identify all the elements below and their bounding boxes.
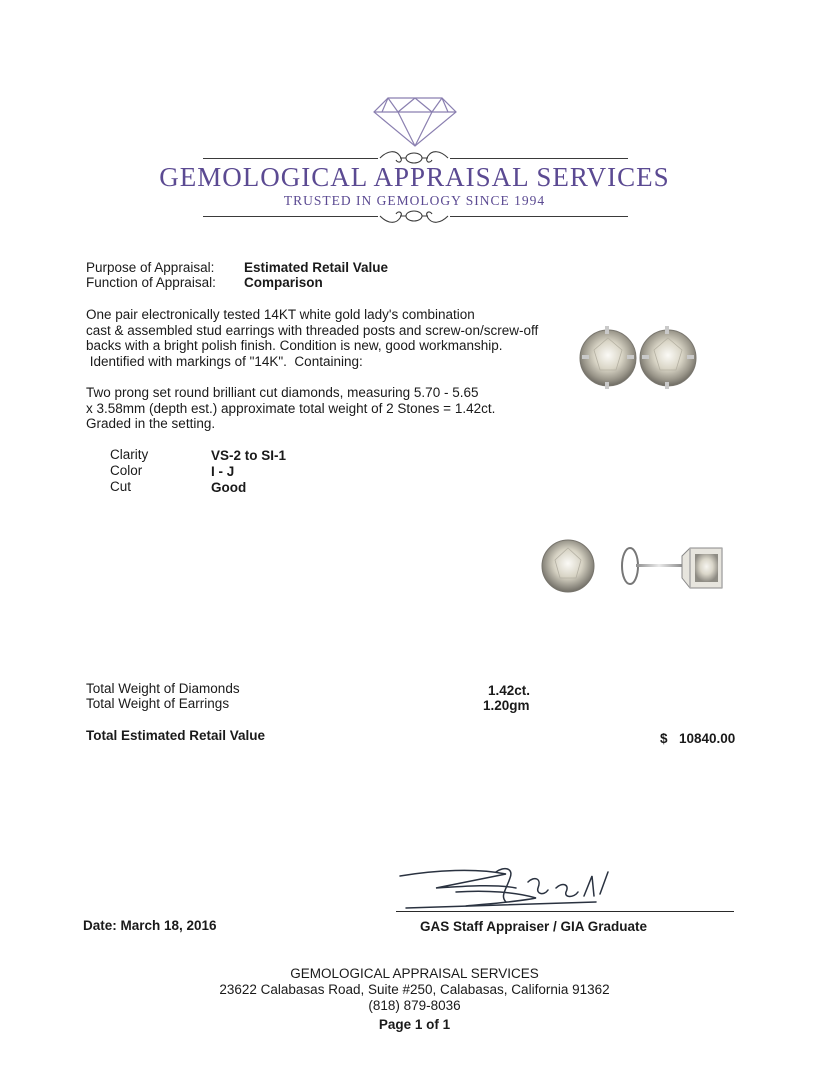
footer-address: 23622 Calabasas Road, Suite #250, Calabasas, California 91362 [219,982,610,997]
footer-company: GEMOLOGICAL APPRAISAL SERVICES [290,966,539,981]
signature-line [396,911,734,912]
header-rule-bottom [203,216,378,217]
stone-line: Two prong set round brilliant cut diamonds, measuring 5.70 - 5.65 [86,385,479,400]
footer-phone: (818) 879-8036 [368,998,461,1013]
header-rule-bottom [450,216,628,217]
page-number: Page 1 of 1 [378,1017,451,1032]
total-diamonds-value: 1.42ct. [488,683,531,698]
item-description [86,307,556,369]
diamond-icon [370,92,460,150]
stone-line: x 3.58mm (depth est.) approximate total weight of 2 Stones = 1.42ct. [86,400,496,416]
grading-value: I - J [211,464,235,479]
earring-stone [640,326,696,389]
signature [396,862,636,914]
appraisal-date: Date: March 18, 2016 [83,918,217,933]
earring-stone [542,540,594,592]
description-line: Identified with markings of "14K". Containing: [86,353,363,369]
total-earrings-label: Total Weight of Earrings [86,696,230,711]
grading-label: Cut [110,479,132,494]
grading-label: Clarity [110,447,149,462]
company-tagline: TRUSTED IN GEMOLOGY SINCE 1994 [283,193,546,208]
earring-back [622,548,682,584]
description-line: One pair electronically tested 14KT white gold lady's combination [86,307,475,322]
description-line: backs with a bright polish finish. Condition is new, good workmanship. [86,338,503,353]
total-retail-currency: $ [660,731,668,746]
earrings-photo-front [578,322,698,390]
appraiser-title: GAS Staff Appraiser / GIA Graduate [420,919,648,934]
header-rule-top [450,158,628,159]
function-label: Function of Appraisal: [86,275,216,290]
company-name: GEMOLOGICAL APPRAISAL SERVICES [159,162,670,192]
earring-setting [682,548,722,588]
total-diamonds-label: Total Weight of Diamonds [86,681,240,696]
total-retail-label: Total Estimated Retail Value [86,728,266,743]
stone-line: Graded in the setting. [86,416,216,431]
grading-label: Color [110,463,143,478]
purpose-value: Estimated Retail Value [244,260,389,275]
earring-stone [580,326,636,389]
stone-description [86,385,556,432]
total-earrings-value: 1.20gm [483,698,530,713]
ornament-icon [378,206,450,226]
purpose-label: Purpose of Appraisal: [86,260,215,275]
function-value: Comparison [244,275,323,290]
header-rule-top [203,158,378,159]
total-retail-value: 10840.00 [679,731,736,746]
grading-value: Good [211,480,247,495]
description-line: cast & assembled stud earrings with threaded posts and screw-on/screw-off [86,322,539,338]
earrings-photo-side [540,538,730,598]
grading-value: VS-2 to SI-1 [211,448,287,463]
